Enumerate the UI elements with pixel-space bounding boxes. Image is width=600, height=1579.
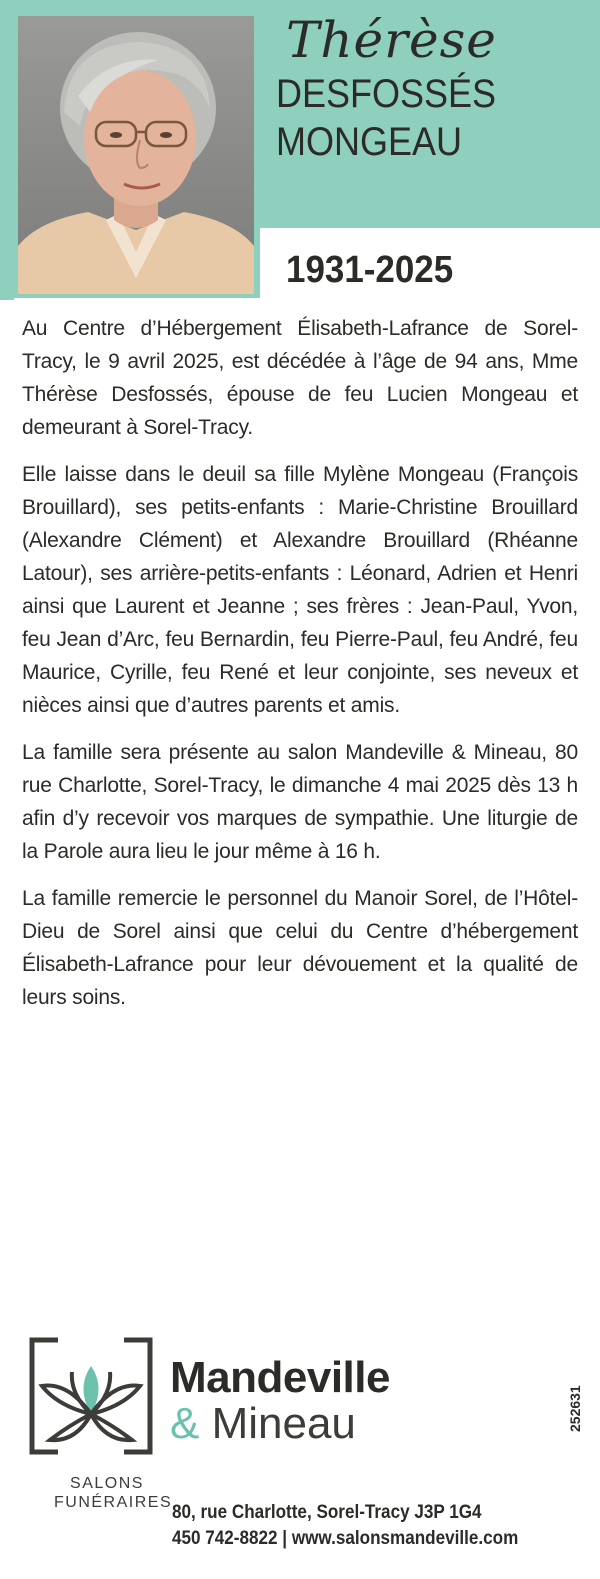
brand-name-second	[170, 1399, 390, 1448]
portrait-illustration	[18, 16, 254, 294]
brand-name: Mandeville	[170, 1353, 390, 1402]
paragraph-death-notice: Au Centre d’Hébergement Élisabeth-Lafrance de Sorel-Tracy, le 9 avril 2025, est décédée à l’âge de 94 ans, Mme Thérèse Desfossés, épouse de feu Lucien Mongeau et demeurant à Sorel-Tracy.	[22, 317, 578, 439]
phone-and-website: 450 742-8822 | www.salonsmandeville.com	[172, 1528, 519, 1549]
first-name: Thérèse	[286, 11, 497, 69]
salons-line: SALONS	[70, 1475, 144, 1492]
funeral-home-brand	[170, 1354, 390, 1446]
last-name-line-1: DESFOSSÉS	[276, 72, 497, 116]
paragraph-thanks: La famille remercie le personnel du Manoir Sorel, de l’Hôtel-Dieu de Sorel ainsi que celui du Centre d’hébergement Élisabeth-Lafrance pour leur dévouement et la qualité de leurs soins.	[22, 887, 578, 1009]
portrait-photo	[18, 16, 254, 294]
deceased-name	[276, 10, 586, 166]
brand-ampersand: &	[170, 1399, 200, 1448]
brand-name-mineau: Mineau	[211, 1399, 356, 1448]
funeraires-line: FUNÉRAIRES	[54, 1494, 173, 1511]
reference-number: 252631	[567, 1385, 583, 1432]
obituary-text	[22, 312, 578, 1028]
lotus-flower-logo-icon	[28, 1336, 154, 1456]
street-address: 80, rue Charlotte, Sorel-Tracy J3P 1G4	[172, 1502, 482, 1523]
contact-block	[172, 1500, 518, 1552]
last-name-line-2: MONGEAU	[276, 120, 463, 164]
paragraph-family: Elle laisse dans le deuil sa fille Mylène Mongeau (François Brouillard), ses petits-enfants : Marie-Christine Brouillard (Alexandre Clément) et Alexandre Brouillard (Rhéanne Latour), ses arrière-petits-enfants : Léonard, Adrien et Henri ainsi que Laurent et Jeanne ; ses frères : Jean-Paul, Yvon, feu Jean d’Arc, feu Bernardin, feu Pierre-Paul, feu André, feu Maurice, Cyrille, feu René et leur conjointe, ses neveux et nièces ainsi que d’autres parents et amis.	[22, 463, 578, 717]
life-years: 1931-2025	[286, 249, 454, 291]
paragraph-visitation: La famille sera présente au salon Mandeville & Mineau, 80 rue Charlotte, Sorel-Tracy, le dimanche 4 mai 2025 dès 13 h afin d’y recevoir vos marques de sympathie. Une liturgie de la Parole aura lieu le jour même à 16 h.	[22, 741, 578, 863]
salons-funeraires-label	[54, 1474, 173, 1512]
